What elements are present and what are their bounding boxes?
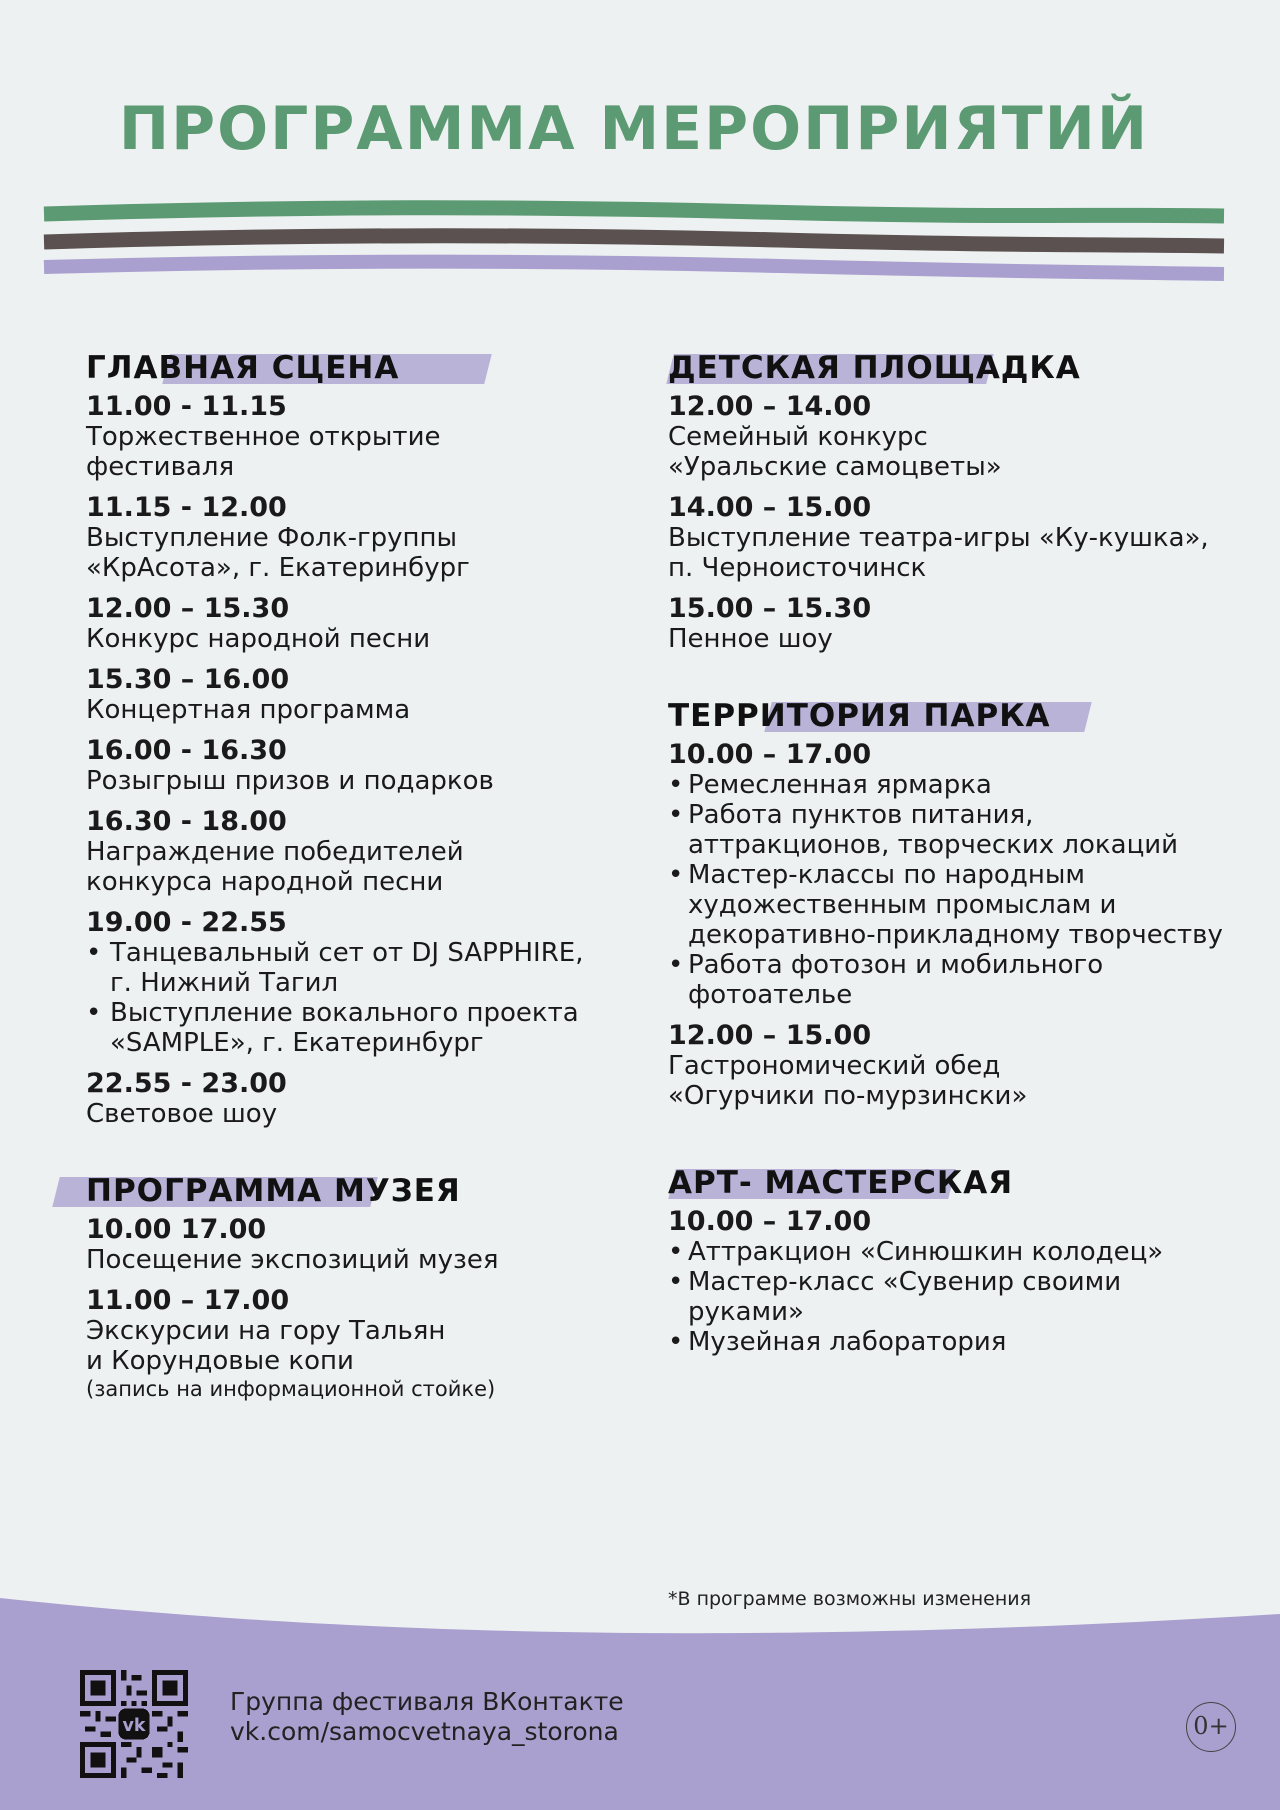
- event-time: 16.00 - 16.30: [86, 735, 287, 766]
- event-description: Семейный конкурс «Уральские самоцветы»: [668, 422, 1002, 482]
- event-bullet-item: • Аттракцион «Синюшкин колодец»: [668, 1237, 1258, 1267]
- section-main-stage: [86, 346, 626, 1129]
- schedule-entry: [86, 908, 626, 1058]
- event-time: 12.00 – 15.30: [86, 593, 290, 624]
- kids-schedule: [668, 392, 1258, 654]
- event-description: Выступление Фолк-группы «КрАсота», г. Екатеринбург: [86, 523, 470, 583]
- event-description: Награждение победителей конкурса народной песни: [86, 837, 464, 897]
- art-schedule: [668, 1207, 1258, 1357]
- event-time: 19.00 - 22.55: [86, 907, 287, 938]
- qr-code-vk-icon[interactable]: [80, 1670, 188, 1778]
- event-bullet-item: • Мастер-классы по народным художественным промыслам и декоративно-прикладному творчеству: [668, 860, 1258, 950]
- left-column: [86, 346, 626, 1413]
- decorative-wave-stripes: [0, 200, 1280, 290]
- schedule-entry: [86, 392, 626, 482]
- event-bullet-item: • Музейная лаборатория: [668, 1327, 1258, 1357]
- park-schedule: [668, 740, 1258, 1111]
- age-rating-badge: 0+: [1186, 1702, 1236, 1752]
- event-bullet-item: • Работа пунктов питания, аттракционов, творческих локаций: [668, 800, 1258, 860]
- section-header: [86, 1169, 626, 1213]
- event-time: 12.00 – 15.00: [668, 1020, 872, 1051]
- event-description: Световое шоу: [86, 1099, 278, 1129]
- event-description: Розыгрыш призов и подарков: [86, 766, 494, 796]
- green-wave: [44, 208, 1224, 216]
- event-note: (запись на информационной стойке): [86, 1377, 496, 1401]
- lavender-wave: [44, 262, 1224, 274]
- section-header: [86, 346, 626, 390]
- right-column: [668, 346, 1258, 1368]
- schedule-entry: [668, 740, 1258, 1010]
- schedule-entry: [668, 594, 1258, 654]
- event-description: Экскурсии на гору Тальян и Корундовые копи: [86, 1316, 446, 1376]
- vk-group-link[interactable]: vk.com/samocvetnaya_storona: [230, 1717, 619, 1746]
- schedule-entry: [86, 736, 626, 796]
- section-title-art: АРТ- МАСТЕРСКАЯ: [668, 1165, 1014, 1201]
- svg-text:vk: vk: [122, 1716, 146, 1737]
- section-title-kids: ДЕТСКАЯ ПЛОЩАДКА: [668, 350, 1081, 386]
- event-bullet-list: [668, 1237, 1258, 1357]
- footer-wave-background: [0, 1590, 1280, 1810]
- vk-group-info: [230, 1687, 624, 1747]
- schedule-entry: [86, 807, 626, 897]
- event-time: 11.15 - 12.00: [86, 492, 287, 523]
- event-time: 16.30 - 18.00: [86, 806, 287, 837]
- section-park: [668, 694, 1258, 1111]
- section-header: [668, 346, 1258, 390]
- section-kids: [668, 346, 1258, 654]
- schedule-entry: [668, 493, 1258, 583]
- event-bullet-item: • Мастер-класс «Сувенир своими руками»: [668, 1267, 1258, 1327]
- event-time: 14.00 – 15.00: [668, 492, 872, 523]
- schedule-entry: [86, 1286, 626, 1402]
- section-header: [668, 1161, 1258, 1205]
- section-title-museum: ПРОГРАММА МУЗЕЯ: [86, 1173, 461, 1209]
- schedule-entry: [668, 1207, 1258, 1357]
- event-description: Выступление театра-игры «Ку-кушка», п. Черноисточинск: [668, 523, 1209, 583]
- event-time: 11.00 – 17.00: [86, 1285, 290, 1316]
- section-header: [668, 694, 1258, 738]
- event-time: 10.00 – 17.00: [668, 1206, 872, 1237]
- event-description: Конкурс народной песни: [86, 624, 431, 654]
- schedule-entry: [668, 392, 1258, 482]
- museum-schedule: [86, 1215, 626, 1402]
- section-title-main-stage: ГЛАВНАЯ СЦЕНА: [86, 350, 400, 386]
- section-art: [668, 1161, 1258, 1357]
- event-bullet-item: • Работа фотозон и мобильного фотоателье: [668, 950, 1258, 1010]
- section-title-park: ТЕРРИТОРИЯ ПАРКА: [668, 698, 1051, 734]
- vk-group-label: Группа фестиваля ВКонтакте: [230, 1687, 624, 1716]
- program-disclaimer: *В программе возможны изменения: [668, 1588, 1032, 1610]
- brown-wave: [44, 236, 1224, 246]
- event-bullet-list: [86, 938, 626, 1058]
- schedule-entry: [86, 594, 626, 654]
- page-title: ПРОГРАММА МЕРОПРИЯТИЙ: [118, 94, 1150, 164]
- event-time: 10.00 17.00: [86, 1214, 267, 1245]
- event-time: 12.00 – 14.00: [668, 391, 872, 422]
- event-bullet-item: • Танцевальный сет от DJ SAPPHIRE, г. Нижний Тагил: [86, 938, 626, 998]
- event-description: Гастрономический обед «Огурчики по-мурзински»: [668, 1051, 1028, 1111]
- schedule-entry: [668, 1021, 1258, 1111]
- main-stage-schedule: [86, 392, 626, 1129]
- event-time: 15.30 – 16.00: [86, 664, 290, 695]
- event-description: Пенное шоу: [668, 624, 833, 654]
- event-description: Посещение экспозиций музея: [86, 1245, 499, 1275]
- event-description: Торжественное открытие фестиваля: [86, 422, 441, 482]
- event-description: Концертная программа: [86, 695, 411, 725]
- event-time: 10.00 – 17.00: [668, 739, 872, 770]
- schedule-entry: [86, 665, 626, 725]
- event-time: 22.55 - 23.00: [86, 1068, 287, 1099]
- schedule-entry: [86, 493, 626, 583]
- event-bullet-item: • Ремесленная ярмарка: [668, 770, 1258, 800]
- event-time: 11.00 - 11.15: [86, 391, 287, 422]
- event-bullet-item: • Выступление вокального проекта «SAMPLE», г. Екатеринбург: [86, 998, 626, 1058]
- event-time: 15.00 – 15.30: [668, 593, 872, 624]
- event-bullet-list: [668, 770, 1258, 1010]
- schedule-entry: [86, 1069, 626, 1129]
- schedule-entry: [86, 1215, 626, 1275]
- section-museum: [86, 1169, 626, 1402]
